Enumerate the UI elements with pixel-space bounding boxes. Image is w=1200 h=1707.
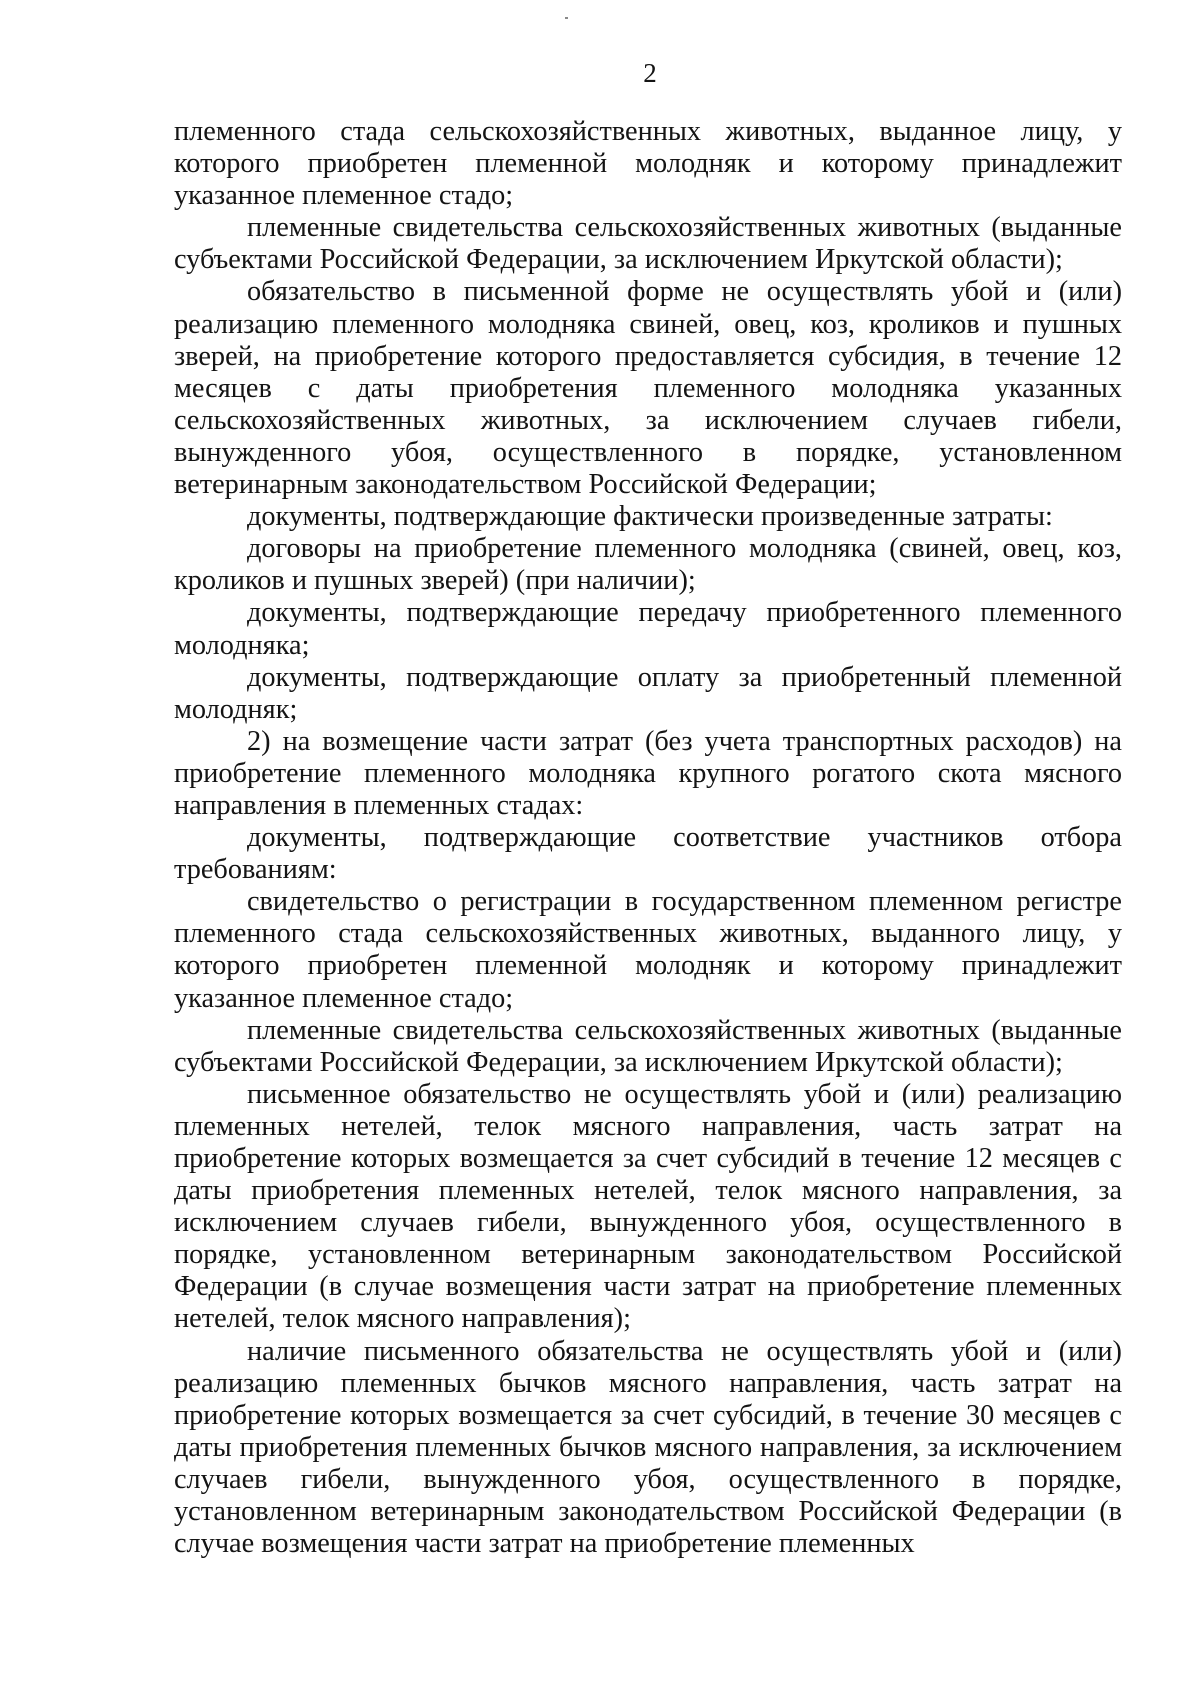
paragraph: документы, подтверждающие передачу приобретенного племенного молодняка;: [174, 597, 1122, 661]
paragraph: 2) на возмещение части затрат (без учета транспортных расходов) на приобретение племенного молодняка крупного рогатого скота мясного направления в племенных стадах:: [174, 725, 1122, 821]
document-body: [174, 116, 1122, 1560]
scan-artifact-dot: [565, 17, 568, 19]
paragraph: обязательство в письменной форме не осуществлять убой и (или) реализацию племенного молодняка свиней, овец, коз, кроликов и пушных зверей, на приобретение которого предоставляется субсидия, в течение 12 месяцев с даты приобретения племенного молодняка указанных сельскохозяйственных животных, за исключением случаев гибели, вынужденного убоя, осуществленного в порядке, установленном ветеринарным законодательством Российской Федерации;: [174, 276, 1122, 501]
paragraph: договоры на приобретение племенного молодняка (свиней, овец, коз, кроликов и пушных зверей) (при наличии);: [174, 533, 1122, 597]
paragraph: племенные свидетельства сельскохозяйственных животных (выданные субъектами Российской Федерации, за исключением Иркутской области);: [174, 212, 1122, 276]
page-number: 2: [643, 58, 657, 88]
paragraph: племенного стада сельскохозяйственных животных, выданное лицу, у которого приобретен племенной молодняк и которому принадлежит указанное племенное стадо;: [174, 116, 1122, 212]
paragraph: документы, подтверждающие фактически произведенные затраты:: [247, 501, 1053, 533]
paragraph: племенные свидетельства сельскохозяйственных животных (выданные субъектами Российской Федерации, за исключением Иркутской области);: [174, 1014, 1122, 1078]
paragraph: письменное обязательство не осуществлять убой и (или) реализацию племенных нетелей, телок мясного направления, часть затрат на приобретение которых возмещается за счет субсидий в течение 12 месяцев с даты приобретения племенных нетелей, телок мясного направления, за исключением случаев гибели, вынужденного убоя, осуществленного в порядке, установленном ветеринарным законодательством Российской Федерации (в случае возмещения части затрат на приобретение племенных нетелей, телок мясного направления);: [174, 1078, 1122, 1335]
paragraph: документы, подтверждающие оплату за приобретенный племенной молодняк;: [174, 661, 1122, 725]
paragraph: наличие письменного обязательства не осуществлять убой и (или) реализацию племенных бычков мясного направления, часть затрат на приобретение которых возмещается за счет субсидий, в течение 30 месяцев с даты приобретения племенных бычков мясного направления, за исключением случаев гибели, вынужденного убоя, осуществленного в порядке, установленном ветеринарным законодательством Российской Федерации (в случае возмещения части затрат на приобретение племенных: [174, 1335, 1122, 1560]
paragraph: свидетельство о регистрации в государственном племенном регистре племенного стада сельскохозяйственных животных, выданного лицу, у которого приобретен племенной молодняк и которому принадлежит указанное племенное стадо;: [174, 886, 1122, 1014]
paragraph: документы, подтверждающие соответствие участников отбора требованиям:: [174, 822, 1122, 886]
